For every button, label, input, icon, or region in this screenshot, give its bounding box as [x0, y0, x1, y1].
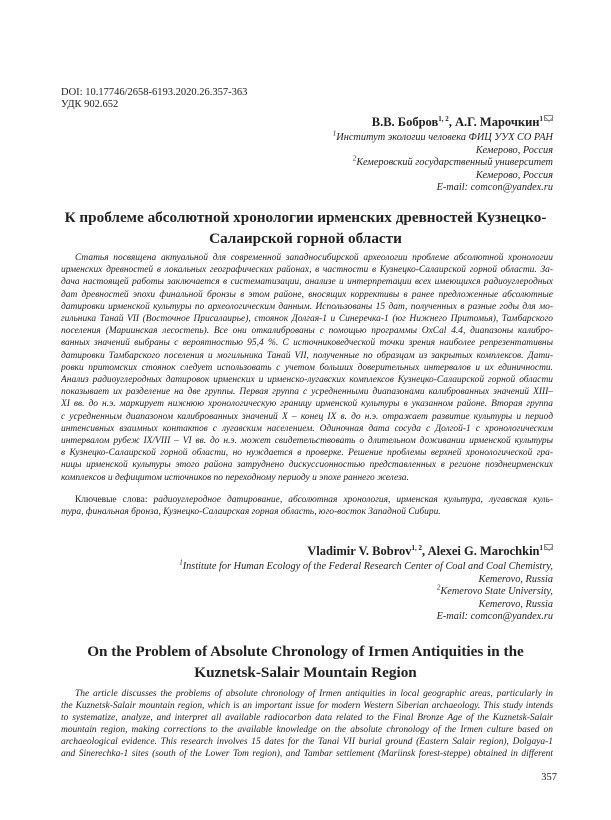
abstract-line: Статья посвящена актуальной для современной западносибирской археологии проблеме абсолютной хронологии [75, 253, 553, 263]
affiliations-ru [332, 129, 553, 195]
abstract-line: to systematize, analyze, and interpret all available radiocarbon data related to the Final Bronze Age of the Kuznetsk-Salair [61, 713, 553, 723]
author-2-sup: 1 [539, 543, 543, 552]
abstract-ru [61, 252, 553, 484]
affiliation-text: Kemerovo, Russia [478, 598, 553, 610]
author-1-sup: 1, 2 [438, 114, 449, 123]
abstract-line: ницы ирменской культуры этого района затруднено дискуссионностью представленных в регионе позднеирменских [61, 460, 553, 471]
affiliation-text: E-mail: comcon@yandex.ru [436, 611, 553, 623]
abstract-line: дача настоящей работы заключается в систематизации, анализе и интерпретации всех имеющихся радиоуглеродных [61, 277, 553, 288]
abstract-line: archaeological evidence. This research involves 15 dates for the Tanai VII burial ground (Eastern Salair region), Dolgaya-1 [61, 737, 553, 747]
affiliation-text: Institute for Human Ecology of the Federal Research Center of Coal and Coal Chemistry, [182, 561, 553, 572]
affiliation-line [333, 145, 553, 158]
affiliation-sup: 1 [179, 558, 183, 567]
abstract-line: показывает их разделение на две группы. Первая группа с усредненными диапазонами калиброванных значений XIII– [61, 387, 553, 398]
envelope-icon [544, 544, 553, 550]
page-number: 357 [541, 772, 557, 783]
abstract-line: поселения (Мариинская лесостепь). Все они откалиброваны с помощью программы OxCal 4.4, диапазоны калибро- [61, 326, 553, 337]
author-1: Vladimir V. Bobrov [307, 544, 412, 558]
author-2: Alexei G. Marochkin [427, 544, 540, 558]
abstract-line: ванных значений выбраны с вероятностью 95,4 %. С источниковедческой точки зрения наиболее репрезентативны [61, 338, 553, 349]
affiliation-text: Институт экологии человека ФИЦ УУХ СО РАН [336, 132, 553, 143]
abstract-line: в Кузнецко-Салаирской горной области, но нуждается в проверке. Решение проблемы верхней хронологической гра- [61, 448, 553, 459]
udk: УДК 902.652 [61, 99, 119, 110]
abstract-line: the Kuznetsk-Salair mountain region, which is an important issue for modern Western Siberian archaeology. This study intends [61, 701, 553, 711]
keywords-line: тура, финальная бронза, Кузнецко-Салаирская горная область, юго-восток Западной Сибири. [61, 507, 441, 518]
affiliation-line [332, 129, 553, 145]
affiliation-text: Kemerovo State University, [440, 586, 553, 598]
abstract-en [61, 688, 553, 760]
affiliation-line [179, 599, 553, 612]
author-2: А.Г. Марочкин [454, 115, 540, 129]
title-line: On the Problem of Absolute Chronology of Irmen Antiquities in the [87, 643, 524, 660]
title-line: Kuznetsk-Salair Mountain Region [194, 664, 417, 681]
affiliation-line [179, 583, 553, 599]
abstract-line: mountain region, making corrections to the available knowledge on the absolute chronology of the Irmen culture based on [61, 725, 553, 735]
affiliation-text: E-mail: comcon@yandex.ru [436, 182, 553, 194]
keywords-line: радиоуглеродное датирование, абсолютная хронология, ирменская культура, лугавская куль- [147, 495, 553, 505]
affiliation-text: Кемеровский государственный университет [356, 157, 553, 169]
abstract-line: XI вв. до н.э. маркирует нижнюю хронологическую границу ирменской культуры в указанном районе. Вторая группа [61, 399, 553, 410]
abstract-line: ирменских древностей в локальных географических районах, в частности в Кузнецко-Салаирской горной области. За- [61, 265, 553, 276]
affiliations-en [179, 558, 553, 624]
affiliation-sup: 2 [352, 154, 357, 163]
author-sep: , [448, 115, 455, 129]
abstract-line: гильника Танай VII (Восточное Присалаирье), стоянок Долгая-1 и Синеречка-1 (юг Нижнего Притомья), Тамбарского [61, 314, 553, 325]
abstract-line: интенсивных взаимных контактов с лугавским населением. Одиночная дата сосуда с Долгой-1 с хронологическим [61, 423, 553, 434]
affiliation-sup: 2 [436, 583, 441, 592]
affiliation-text: Кемерово, Россия [475, 169, 553, 181]
affiliation-line [179, 574, 553, 587]
author-1-sup: 1, 2 [411, 543, 423, 552]
abstract-line: интервалом рубеж IX/VIII – VI вв. до н.э. может свидетельствовать о длительном доживании ирменской культуры [61, 436, 553, 447]
affiliation-line [333, 182, 553, 195]
keywords-label: Ключевые слова: [75, 495, 148, 505]
author-sep: , [422, 544, 428, 558]
abstract-line: Анализ радиоуглеродных датировок ирменских и ирменско-лугавских комплексов Кузнецко-Салаирской горной области [61, 375, 553, 386]
abstract-line: датировки ирменской культуры по археологическим данным. Использованы 15 дат, полученных в разные годы для мо- [61, 301, 553, 312]
doi: DOI: 10.17746/2658-6193.2020.26.357-363 [61, 87, 248, 98]
authors-ru [372, 115, 553, 130]
affiliation-line [179, 558, 553, 574]
keywords-ru [61, 494, 553, 518]
affiliation-line [179, 611, 553, 624]
title-line: К проблеме абсолютной хронологии ирменских древностей Кузнецко- [64, 209, 547, 226]
abstract-line: The article discusses the problems of absolute chronology of Irmen antiquities in local geographic areas, particularly in [75, 689, 553, 699]
title-ru [10, 207, 601, 249]
envelope-icon [544, 115, 553, 121]
title-line: Салаирской горной области [209, 230, 402, 247]
affiliation-text: Кемерово, Россия [475, 144, 553, 156]
abstract-line: датировки Тамбарского поселения и могильника Танай VII, полученные по образцам из закрытых комплексов. Дати- [61, 350, 553, 361]
abstract-line: ровки притомских стоянок следует использовать с учетом больших доверительных интервалов и их единичности. [61, 362, 553, 373]
title-en [10, 641, 601, 683]
author-2-sup: 1 [539, 114, 543, 123]
author-1: В.В. Бобров [371, 115, 439, 129]
authors-en [307, 544, 553, 559]
abstract-line: дат древностей эпохи финальной бронзы в этом районе, вносящих коррективы в ранее предложенные абсолютные [61, 289, 553, 300]
affiliation-sup: 1 [332, 129, 337, 138]
abstract-line: с усредненным диапазоном калиброванных значений X – конец IX в. до н.э. отражает развитие культуры и период [61, 411, 553, 422]
affiliation-line [333, 170, 553, 183]
abstract-line: комплексов и дефицитом источников по переходному периоду и эпохе раннего железа. [61, 472, 409, 483]
affiliation-line [333, 154, 553, 170]
abstract-line: and Sinerechka-1 sites (south of the Lower Tom region), and Tambar settlement (Mariinsk forest-steppe) obtained in different [61, 749, 553, 759]
affiliation-text: Kemerovo, Russia [478, 573, 553, 585]
